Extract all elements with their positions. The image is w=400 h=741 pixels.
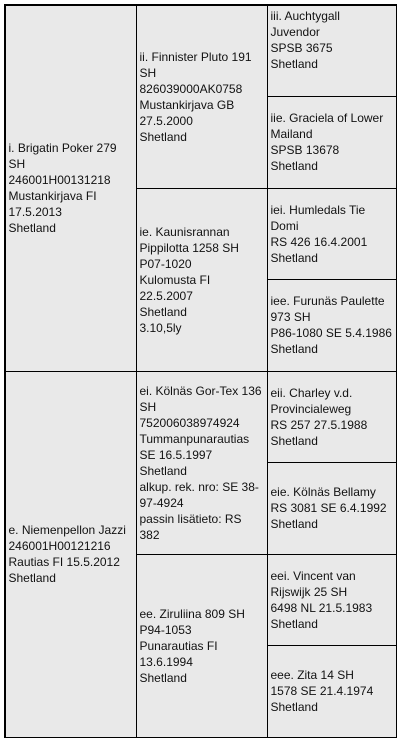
pedigree-cell-eei xyxy=(267,554,397,646)
iee-text: iee. Furunäs Paulette 973 SH P86-1080 SE 5.4.1986 Shetland xyxy=(270,294,392,356)
pedigree-cell-sire xyxy=(5,5,137,372)
pedigree-cell-sire-dam xyxy=(136,188,268,372)
eii-text: eii. Charley v.d. Provincialeweg RS 257 27.5.1988 Shetland xyxy=(270,385,368,448)
eie-text: eie. Kölnäs Bellamy RS 3081 SE 6.4.1992 Shetland xyxy=(270,485,387,531)
sire-dam-text: ie. Kaunisrannan Pippilotta 1258 SH P07-1020 Kulomusta FI 22.5.2007 Shetland 3.10,5ly xyxy=(139,224,239,335)
pedigree-cell-iii xyxy=(267,5,397,97)
pedigree-cell-sire-sire xyxy=(136,5,268,189)
pedigree-cell-dam xyxy=(5,371,137,738)
pedigree-cell-dam-dam xyxy=(136,554,268,738)
pedigree-cell-iee xyxy=(267,279,397,372)
pedigree-cell-eee xyxy=(267,645,397,738)
pedigree-cell-eie xyxy=(267,462,397,555)
pedigree-cell-iie xyxy=(267,96,397,189)
sire-sire-text: ii. Finnister Pluto 191 SH 826039000AK0758 Mustankirjava GB 27.5.2000 Shetland xyxy=(139,49,252,144)
pedigree-cell-dam-sire xyxy=(136,371,268,555)
iii-text: iii. Auchtygall Juvendor SPSB 3675 Shetland xyxy=(270,8,340,71)
iie-text: iie. Graciela of Lower Mailand SPSB 13678 Shetland xyxy=(270,111,384,173)
dam-text: e. Niemenpellon Jazzi 246001H00121216 Rautias FI 15.5.2012 Shetland xyxy=(8,523,126,585)
eee-text: eee. Zita 14 SH 1578 SE 21.4.1974 Shetland xyxy=(270,668,374,714)
iei-text: iei. Humledals Tie Domi RS 426 16.4.2001 Shetland xyxy=(270,202,368,265)
dam-sire-text: ei. Kölnäs Gor-Tex 136 SH 752006038974924 Tummanpunarautias SE 16.5.1997 Shetland alkup. rek. nro: SE 38- 97-4924 passin lisätieto: RS 382 xyxy=(139,383,262,542)
pedigree-cell-iei xyxy=(267,188,397,280)
dam-dam-text: ee. Ziruliina 809 SH P94-1053 Punarautias FI 13.6.1994 Shetland xyxy=(139,606,245,685)
pedigree-table xyxy=(4,4,397,738)
pedigree-cell-eii xyxy=(267,371,397,463)
eei-text: eei. Vincent van Rijswijk 25 SH 6498 NL 21.5.1983 Shetland xyxy=(270,568,373,631)
sire-text: i. Brigatin Poker 279 SH 246001H00131218 Mustankirjava FI 17.5.2013 Shetland xyxy=(8,141,117,235)
